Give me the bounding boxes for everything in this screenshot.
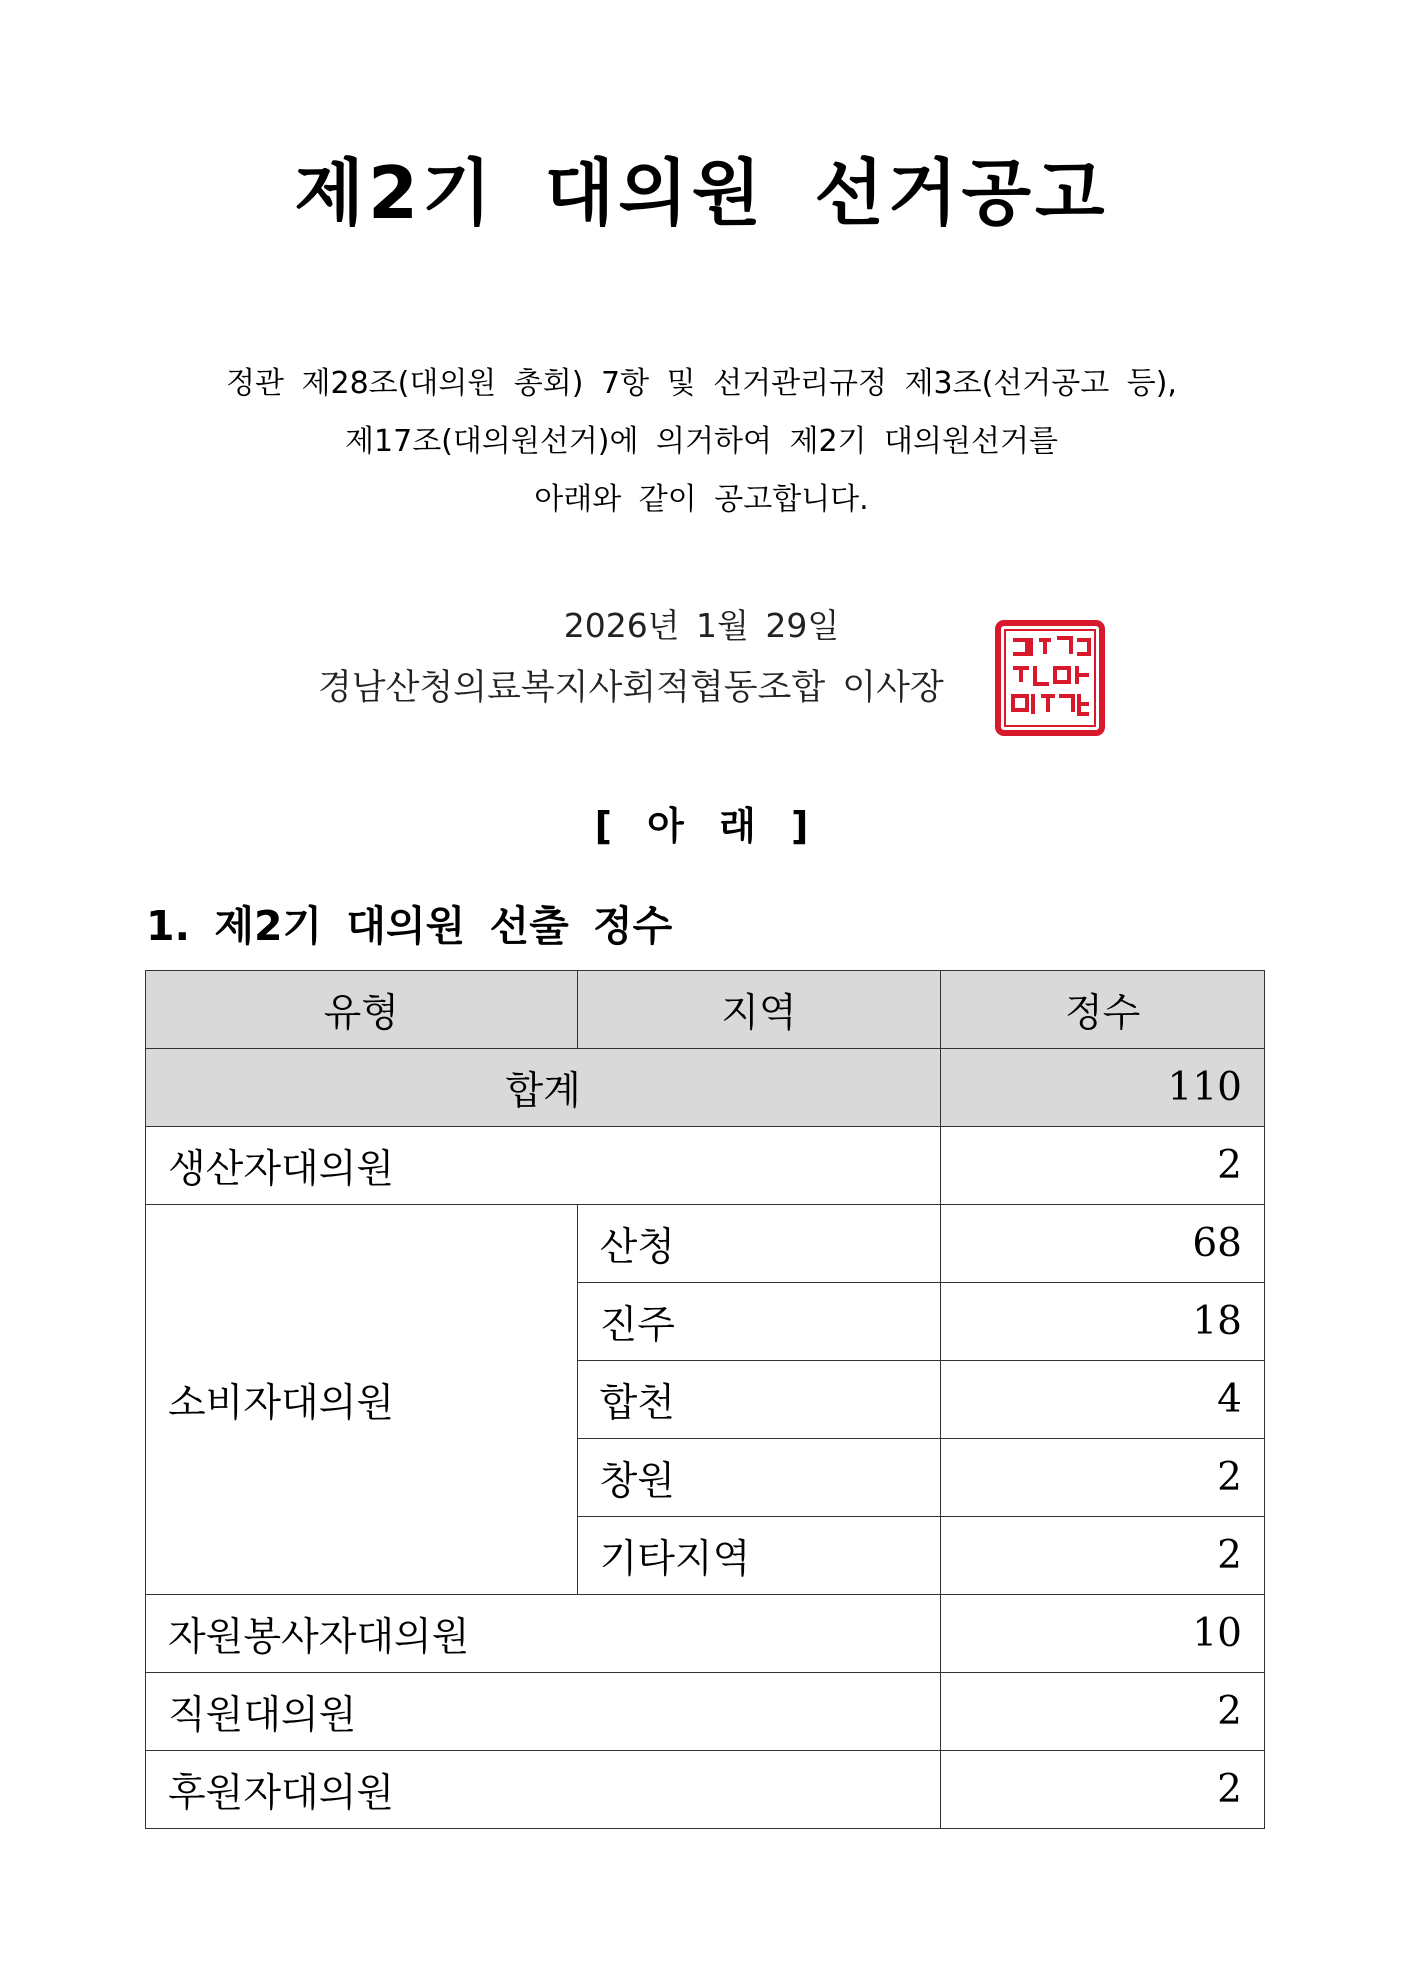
intro-paragraph	[0, 355, 1403, 529]
region-cell: 진주	[577, 1283, 941, 1361]
region-cell: 창원	[577, 1439, 941, 1517]
quota-cell: 2	[941, 1127, 1265, 1205]
quota-cell: 10	[941, 1595, 1265, 1673]
header-region: 지역	[577, 971, 941, 1049]
table-row	[146, 1205, 1265, 1283]
header-quota: 정수	[941, 971, 1265, 1049]
table-row	[146, 1127, 1265, 1205]
issuer-name: 경남산청의료복지사회적협동조합 이사장	[318, 668, 944, 708]
official-seal-stamp	[995, 620, 1105, 736]
section-heading: 1. 제2기 대의원 선출 정수	[146, 902, 673, 950]
quota-cell: 2	[941, 1751, 1265, 1829]
total-label: 합계	[146, 1049, 941, 1127]
total-value: 110	[941, 1049, 1265, 1127]
region-cell: 기타지역	[577, 1517, 941, 1595]
region-cell: 합천	[577, 1361, 941, 1439]
intro-line-3: 아래와 같이 공고합니다.	[534, 482, 869, 517]
type-cell: 후원자대의원	[146, 1751, 941, 1829]
quota-cell: 68	[941, 1205, 1265, 1283]
table-row	[146, 1595, 1265, 1673]
quota-cell: 2	[941, 1517, 1265, 1595]
type-cell: 생산자대의원	[146, 1127, 941, 1205]
header-type: 유형	[146, 971, 578, 1049]
type-cell: 소비자대의원	[146, 1205, 578, 1595]
announcement-date: 2026년 1월 29일	[563, 606, 840, 645]
quota-cell: 2	[941, 1673, 1265, 1751]
table-header-row	[146, 971, 1265, 1049]
quota-cell: 18	[941, 1283, 1265, 1361]
quota-cell: 4	[941, 1361, 1265, 1439]
table-row-total	[146, 1049, 1265, 1127]
type-cell: 자원봉사자대의원	[146, 1595, 941, 1673]
table-row	[146, 1673, 1265, 1751]
below-label: [ 아 래 ]	[594, 804, 809, 848]
table-row	[146, 1751, 1265, 1829]
quota-table	[145, 970, 1265, 1829]
type-cell: 직원대의원	[146, 1673, 941, 1751]
region-cell: 산청	[577, 1205, 941, 1283]
intro-line-2: 제17조(대의원선거)에 의거하여 제2기 대의원선거를	[345, 424, 1058, 459]
intro-line-1: 정관 제28조(대의원 총회) 7항 및 선거관리규정 제3조(선거공고 등),	[226, 366, 1177, 401]
quota-cell: 2	[941, 1439, 1265, 1517]
page-title: 제2기 대의원 선거공고	[294, 151, 1109, 235]
